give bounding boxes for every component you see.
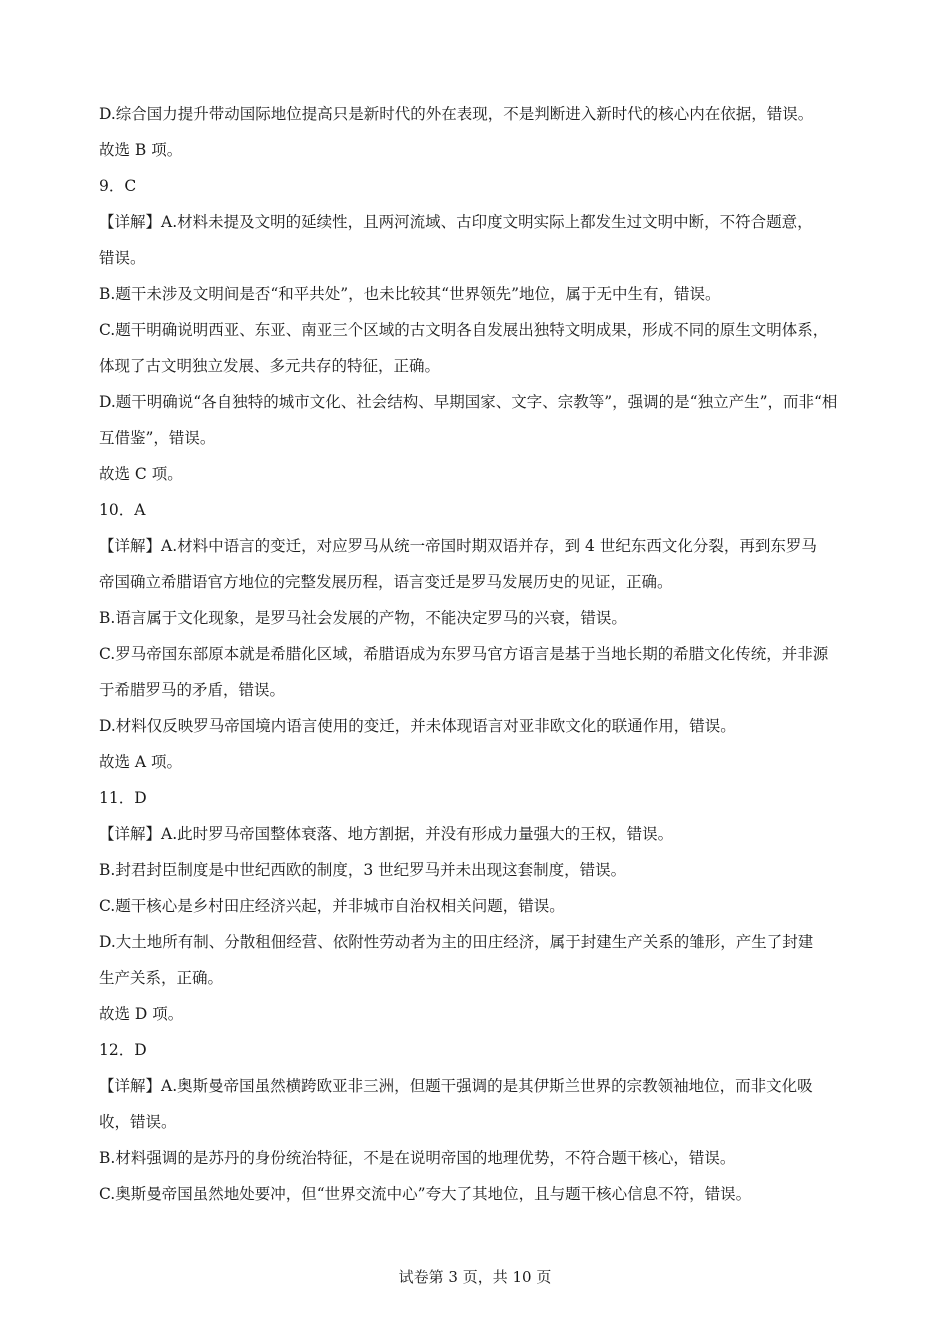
answer-explanations — [99, 96, 869, 1212]
text-line: D.综合国力提升带动国际地位提高只是新时代的外在表现，不是判断进入新时代的核心内在依据，错误。 — [99, 105, 814, 123]
text-line: 【详解】A.奥斯曼帝国虽然横跨欧亚非三洲，但题干强调的是其伊斯兰世界的宗教领袖地位，而非文化吸 — [99, 1077, 813, 1095]
text-line: 【详解】A.材料中语言的变迁，对应罗马从统一帝国时期双语并存，到 4 世纪东西文化分裂，再到东罗马 — [99, 537, 817, 555]
text-line: C.罗马帝国东部原本就是希腊化区域，希腊语成为东罗马官方语言是基于当地长期的希腊文化传统，并非源 — [99, 645, 829, 663]
text-line: 故选 D 项。 — [99, 1005, 184, 1023]
text-line: 9．C — [99, 177, 137, 195]
text-line: D.大土地所有制、分散租佃经营、依附性劳动者为主的田庄经济，属于封建生产关系的雏形，产生了封建 — [99, 933, 814, 951]
text-line: B.封君封臣制度是中世纪西欧的制度，3 世纪罗马并未出现这套制度，错误。 — [99, 861, 627, 879]
text-line: 故选 C 项。 — [99, 465, 183, 483]
text-line: D.题干明确说“各自独特的城市文化、社会结构、早期国家、文字、宗教等”，强调的是“独立产生”，而非“相 — [99, 393, 838, 411]
text-line: C.奥斯曼帝国虽然地处要冲，但“世界交流中心”夸大了其地位，且与题干核心信息不符，错误。 — [99, 1185, 752, 1203]
text-line: 收，错误。 — [99, 1113, 177, 1131]
text-line: 于希腊罗马的矛盾，错误。 — [99, 681, 286, 699]
text-line: 体现了古文明独立发展、多元共存的特征，正确。 — [99, 357, 441, 375]
text-line: 10．A — [99, 501, 146, 519]
text-line: D.材料仅反映罗马帝国境内语言使用的变迁，并未体现语言对亚非欧文化的联通作用，错误。 — [99, 717, 736, 735]
text-line: B.题干未涉及文明间是否“和平共处”，也未比较其“世界领先”地位，属于无中生有，错误。 — [99, 285, 721, 303]
text-line: 故选 B 项。 — [99, 141, 183, 159]
text-line: 互借鉴”，错误。 — [99, 429, 216, 447]
text-line: C.题干核心是乡村田庄经济兴起，并非城市自治权相关问题，错误。 — [99, 897, 565, 915]
text-line: 【详解】A.此时罗马帝国整体衰落、地方割据，并没有形成力量强大的王权，错误。 — [99, 825, 674, 843]
text-line: 故选 A 项。 — [99, 753, 183, 771]
text-line: B.材料强调的是苏丹的身份统治特征，不是在说明帝国的地理优势，不符合题干核心，错误。 — [99, 1149, 736, 1167]
text-line: 错误。 — [99, 249, 146, 267]
text-line: C.题干明确说明西亚、东亚、南亚三个区域的古文明各自发展出独特文明成果，形成不同的原生文明体系， — [99, 321, 829, 339]
text-line: 帝国确立希腊语官方地位的完整发展历程，语言变迁是罗马发展历史的见证，正确。 — [99, 573, 673, 591]
page-footer: 试卷第 3 页，共 10 页 — [398, 1268, 552, 1286]
text-line: 【详解】A.材料未提及文明的延续性，且两河流域、古印度文明实际上都发生过文明中断，不符合题意， — [99, 213, 813, 231]
text-line: 生产关系，正确。 — [99, 969, 224, 987]
text-line: B.语言属于文化现象，是罗马社会发展的产物，不能决定罗马的兴衰，错误。 — [99, 609, 627, 627]
text-line: 11．D — [99, 789, 147, 807]
text-line: 12．D — [99, 1041, 147, 1059]
